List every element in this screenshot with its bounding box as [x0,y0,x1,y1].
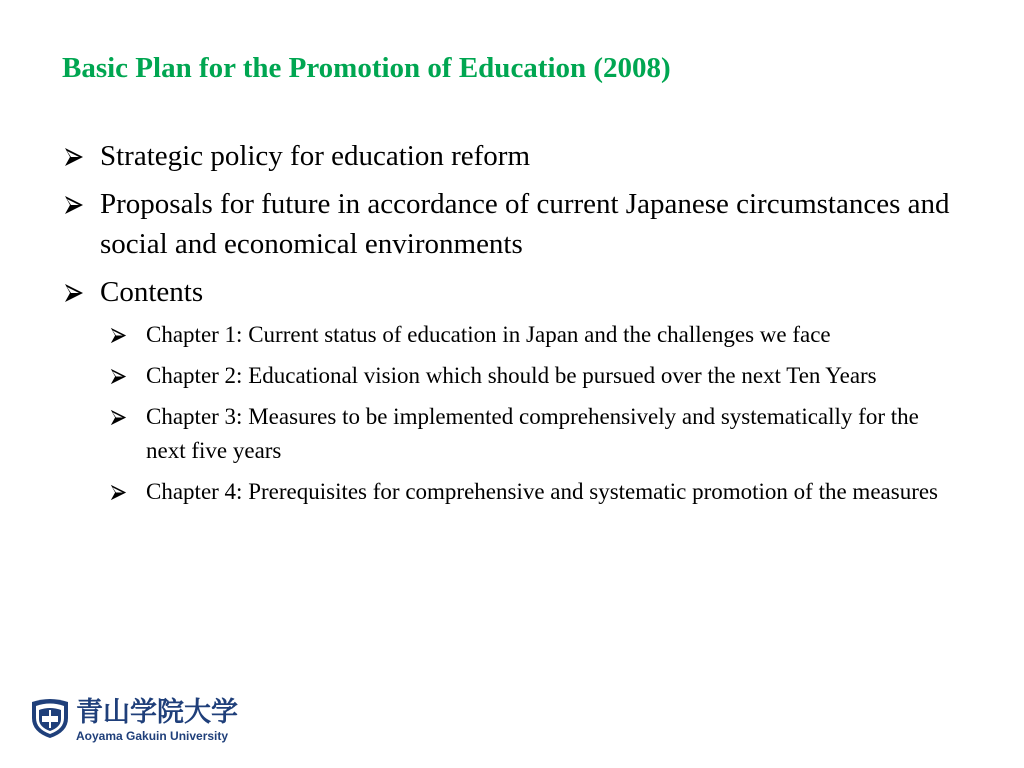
logo-name-jp: 青山学院大学 [76,697,238,728]
arrowhead-bullet-icon [110,368,127,385]
sub-bullet-list [110,318,950,516]
sub-bullet-item [110,318,950,352]
arrowhead-bullet-icon [110,327,127,344]
logo-name-en: Aoyama Gakuin University [76,729,229,743]
sub-bullet-item [110,475,950,509]
arrowhead-bullet-icon [110,409,127,426]
bullet-item [64,272,964,312]
sub-bullet-text: Chapter 3: Measures to be implemented comprehensively and systematically for the next five years [146,404,919,463]
sub-bullet-item [110,400,950,468]
sub-bullet-item [110,359,950,393]
bullet-item [64,184,964,264]
university-crest-icon [28,696,72,740]
arrowhead-bullet-icon [110,484,127,501]
sub-bullet-text: Chapter 1: Current status of education in Japan and the challenges we face [146,322,831,347]
sub-bullet-text: Chapter 4: Prerequisites for comprehensive and systematic promotion of the measures [146,479,939,504]
slide-title: Basic Plan for the Promotion of Education (2008) [62,52,671,84]
bullet-text: Contents [100,276,204,308]
sub-bullet-text: Chapter 2: Educational vision which should be pursued over the next Ten Years [146,363,877,388]
bullet-text: Proposals for future in accordance of current Japanese circumstances and social and economical environments [100,188,950,260]
bullet-text: Strategic policy for education reform [100,140,531,172]
university-logo [28,694,258,752]
main-bullet-list [64,136,964,320]
bullet-item [64,136,964,176]
